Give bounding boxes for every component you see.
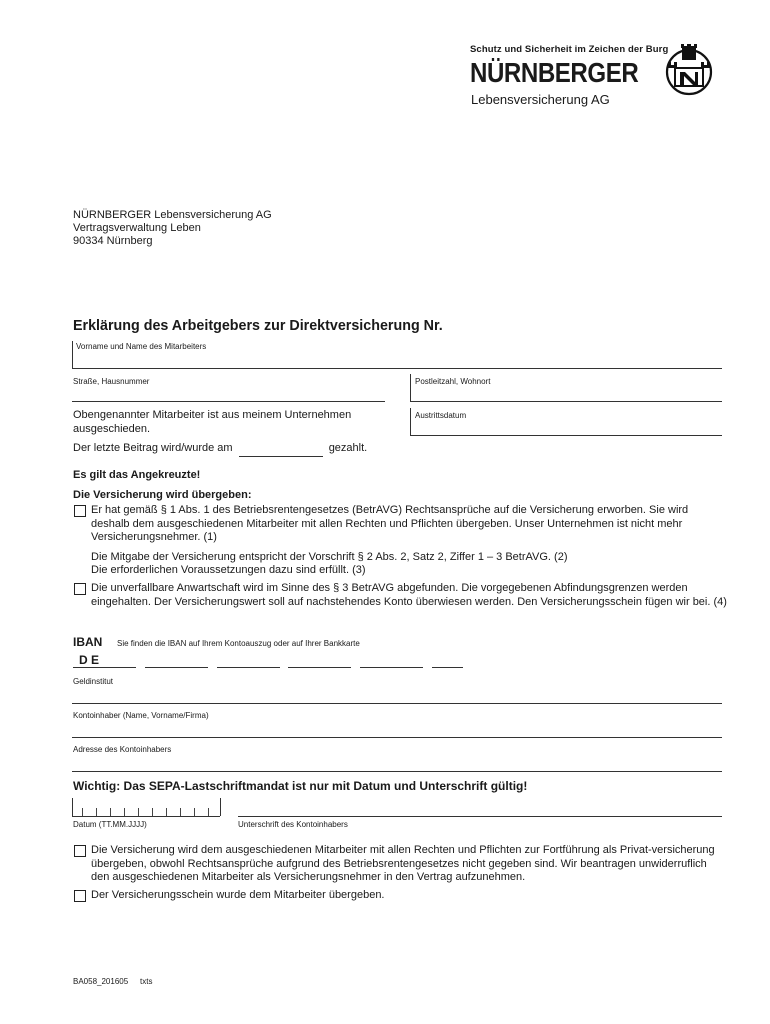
date-box-divider [124,808,125,816]
footer-extra: txts [140,977,153,986]
address-line-1: NÜRNBERGER Lebensversicherung AG [73,209,272,221]
date-field-marker [72,798,73,816]
date-label: Datum (TT.MM.JJJJ) [73,820,147,829]
address-line-3: 90334 Nürnberg [73,235,153,247]
iban-group-5[interactable] [360,667,423,668]
name-field-marker [72,341,73,368]
exit-date-input[interactable] [410,435,722,436]
bank-institute-label: Geldinstitut [73,677,114,686]
footer-form-code: BA058_201605 [73,977,129,986]
castle-logo-icon [661,42,717,98]
exit-date-label: Austrittsdatum [415,411,467,420]
iban-group-1[interactable] [73,667,136,668]
last-payment-statement [73,442,367,457]
last-payment-prefix: Der letzte Beitrag wird/wurde am [73,442,233,454]
iban-hint: Sie finden die IBAN auf Ihrem Kontoauszug oder auf Ihrer Bankkarte [117,639,360,648]
iban-group-4[interactable] [288,667,351,668]
option-2-text: Die unverfallbare Anwartschaft wird im Sinne des § 3 BetrAVG abgefunden. Die vorgegebenen Abfindungsgrenzen werden eingehalten. Der Versicherungswert soll auf nachstehendes Konto überwiesen werden. Den Versicherungsschein fügen wir bei. (4) [91,582,727,608]
date-box-divider [82,808,83,816]
left-company-statement: Obengenannter Mitarbeiter ist aus meinem Unternehmen ausgeschieden. [73,409,352,435]
date-box-divider [180,808,181,816]
option-1-text: Er hat gemäß § 1 Abs. 1 des Betriebsrentengesetzes (BetrAVG) Rechtsansprüche auf die Versicherung erworben. Sie wird deshalb dem ausgeschiedenen Mitarbeiter mit allen Rechten und Pflichten übergeben. Unser Unternehmen ist nicht mehr Versicherungsnehmer. (1) [91,504,689,543]
date-box-divider [194,808,195,816]
option-4-checkbox[interactable] [74,890,86,902]
form-title: Erklärung des Arbeitgebers zur Direktversicherung Nr. [73,318,443,334]
date-box-divider [166,808,167,816]
transferred-heading: Die Versicherung wird übergeben: [73,489,252,501]
date-input[interactable] [72,816,220,817]
date-box-divider [110,808,111,816]
option-2-checkbox[interactable] [74,583,86,595]
logo-tagline: Schutz und Sicherheit im Zeichen der Burg [470,44,669,55]
iban-prefix: D E [79,653,100,667]
option-3-checkbox[interactable] [74,845,86,857]
address-line-2: Vertragsverwaltung Leben [73,222,201,234]
employee-name-input[interactable] [72,368,722,369]
iban-group-2[interactable] [145,667,208,668]
postal-label: Postleitzahl, Wohnort [415,377,491,386]
holder-address-input[interactable] [72,771,722,772]
street-input[interactable] [72,401,385,402]
logo-subtitle: Lebensversicherung AG [471,92,610,107]
date-box-divider [96,808,97,816]
date-box-divider [152,808,153,816]
option-1-checkbox[interactable] [74,505,86,517]
last-payment-suffix: gezahlt. [328,442,368,454]
account-holder-input[interactable] [72,737,722,738]
postal-field-marker [410,374,411,402]
option-1-note-1: Die Mitgabe der Versicherung entspricht der Vorschrift § 2 Abs. 2, Satz 2, Ziffer 1 – 3 BetrAVG. (2) [91,551,568,563]
logo-name: NÜRNBERGER [470,57,639,88]
signature-input[interactable] [238,816,722,817]
iban-group-3[interactable] [217,667,280,668]
date-box-divider [138,808,139,816]
exit-date-marker [410,408,411,435]
iban-label: IBAN [73,635,103,649]
sepa-important-note: Wichtig: Das SEPA-Lastschriftmandat ist nur mit Datum und Unterschrift gültig! [73,779,528,793]
street-label: Straße, Hausnummer [73,377,150,386]
postal-input[interactable] [410,401,722,402]
holder-address-label: Adresse des Kontoinhabers [73,745,172,754]
bank-institute-input[interactable] [72,703,722,704]
option-1-note-2: Die erforderlichen Voraussetzungen dazu sind erfüllt. (3) [91,564,366,576]
last-payment-date-input[interactable] [239,442,323,457]
recipient-address [73,209,272,248]
iban-group-6[interactable] [432,667,463,668]
date-field-end-marker [220,798,221,816]
employee-name-label: Vorname und Name des Mitarbeiters [76,342,207,351]
signature-label: Unterschrift des Kontoinhabers [238,820,348,829]
date-box-divider [208,808,209,816]
account-holder-label: Kontoinhaber (Name, Vorname/Firma) [73,711,209,720]
option-3-text: Die Versicherung wird dem ausgeschiedenen Mitarbeiter mit allen Rechten und Pflichten zur Fortführung als Privat-versicherung übergeben, obwohl Rechtsansprüche aufgrund des Betriebsrentengesetzes nicht gegeben sind. Wir beantragen unwiderruflich den ausgeschiedenen Mitarbeiter als Versicherungsnehmer in den Vertrag aufzunehmen. [91,844,715,883]
applies-heading: Es gilt das Angekreuzte! [73,469,201,481]
option-4-text: Der Versicherungsschein wurde dem Mitarbeiter übergeben. [91,889,385,901]
